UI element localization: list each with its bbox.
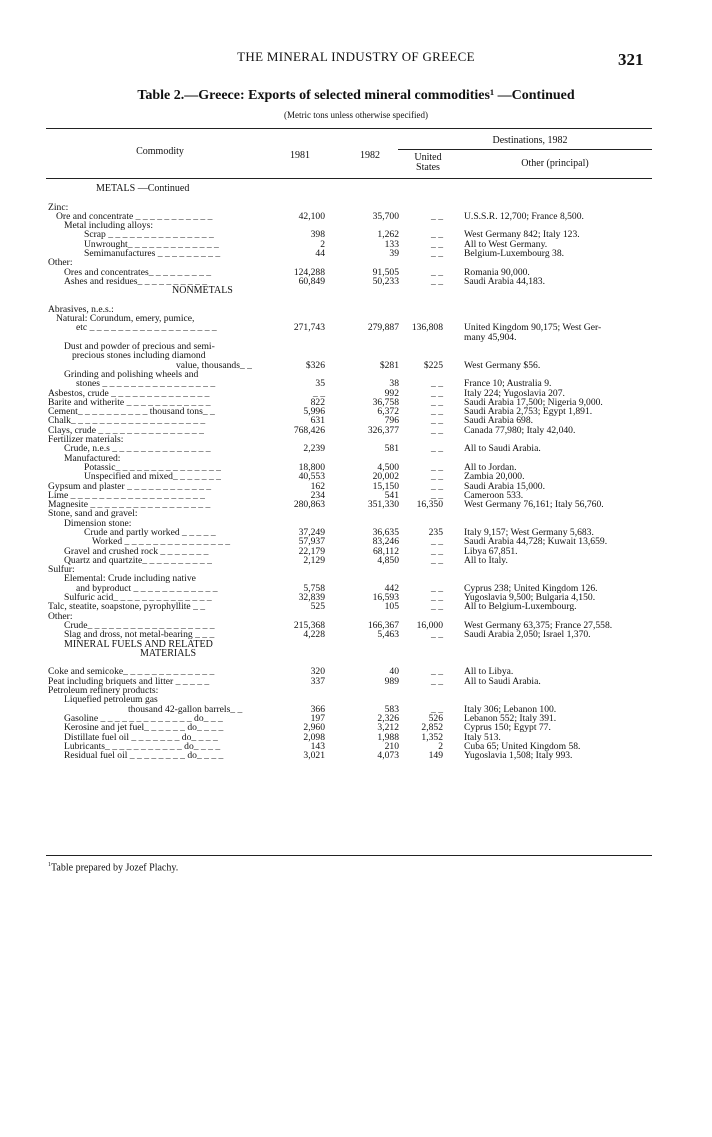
- value-1982-cell: 20,002: [372, 471, 399, 483]
- value-1982-cell: 35,700: [372, 210, 399, 222]
- value-1982-cell: 3,212: [377, 722, 399, 734]
- commodity-cell: Petroleum refinery products:: [48, 685, 159, 697]
- footnote-text: Table prepared by Jozef Plachy.: [51, 862, 179, 874]
- commodity-cell: Gasoline _ _ _ _ _ _ _ _ _ _ _ _ _ do_ _ _: [64, 712, 223, 724]
- other-destinations-cell: Yugoslavia 1,508; Italy 993.: [464, 750, 573, 762]
- commodity-cell: etc _ _ _ _ _ _ _ _ _ _ _ _ _ _ _ _ _ _: [76, 322, 217, 334]
- commodity-cell: Lubricants_ _ _ _ _ _ _ _ _ _ _ do_ _ _ _: [64, 740, 221, 752]
- united-states-cell: 136,808: [411, 322, 443, 334]
- value-1981-cell: 32,839: [298, 592, 325, 604]
- other-destinations-cell: Cyprus 238; United Kingdom 126.: [464, 582, 598, 594]
- value-1982-cell: 91,505: [372, 266, 399, 278]
- value-1982-cell: 6,372: [377, 406, 399, 418]
- united-states-cell: $225: [423, 359, 443, 371]
- value-1981-cell: 44: [315, 248, 325, 260]
- value-1982-cell: 166,367: [367, 619, 399, 631]
- value-1982-cell: 50,233: [372, 275, 399, 287]
- value-1982-cell: 5,463: [377, 629, 399, 641]
- commodity-cell: Barite and witherite _ _ _ _ _ _ _ _ _ _ _ _: [48, 396, 211, 408]
- united-states-cell: _ _: [431, 266, 443, 278]
- commodity-cell: Natural: Corundum, emery, pumice,: [56, 313, 195, 325]
- section-heading-row: [0, 649, 712, 658]
- united-states-cell: _ _: [431, 415, 443, 427]
- commodity-cell: Residual fuel oil _ _ _ _ _ _ _ _ do_ _ _ _: [64, 750, 224, 762]
- united-states-cell: _ _: [431, 601, 443, 613]
- value-1981-cell: 5,996: [303, 406, 325, 418]
- united-states-cell: _ _: [431, 592, 443, 604]
- commodity-cell: MATERIALS: [140, 647, 197, 659]
- value-1981-cell: 4,228: [303, 629, 325, 641]
- other-destinations-cell: many 45,904.: [464, 331, 517, 343]
- commodity-cell: Other:: [48, 610, 73, 622]
- commodity-cell: Ores and concentrates_ _ _ _ _ _ _ _ _: [64, 266, 212, 278]
- table-row: [0, 751, 712, 760]
- commodity-cell: Chalk_ _ _ _ _ _ _ _ _ _ _ _ _ _ _ _ _ _ _: [48, 415, 206, 427]
- table-row: [0, 695, 712, 704]
- commodity-cell: Sulfuric acid_ _ _ _ _ _ _ _ _ _ _ _ _ _: [64, 592, 212, 604]
- table-row: [0, 323, 712, 332]
- other-destinations-cell: Saudi Arabia 44,183.: [464, 275, 546, 287]
- footnote: [48, 862, 178, 873]
- united-states-cell: 2: [438, 740, 443, 752]
- commodity-cell: Zinc:: [48, 201, 69, 213]
- united-states-cell: _ _: [431, 424, 443, 436]
- other-destinations-cell: Canada 77,980; Italy 42,040.: [464, 424, 576, 436]
- other-destinations-cell: U.S.S.R. 12,700; France 8,500.: [464, 210, 584, 222]
- other-destinations-cell: Yugoslavia 9,500; Bulgaria 4,150.: [464, 592, 596, 604]
- united-states-cell: _ _: [431, 238, 443, 250]
- other-destinations-cell: Saudi Arabia 44,728; Kuwait 13,659.: [464, 536, 608, 548]
- table-title: Table 2.—Greece: Exports of selected mineral commodities¹ —Continued: [137, 88, 575, 103]
- other-destinations-cell: Belgium-Luxembourg 38.: [464, 248, 565, 260]
- united-states-cell: _ _: [431, 582, 443, 594]
- value-1981-cell: 215,368: [293, 619, 325, 631]
- value-1982-cell: 40: [389, 666, 399, 678]
- other-destinations-cell: All to Italy.: [464, 554, 508, 566]
- commodity-cell: Gypsum and plaster _ _ _ _ _ _ _ _ _ _ _ _: [48, 480, 212, 492]
- commodity-cell: Kerosine and jet fuel_ _ _ _ _ _ do_ _ _ _: [64, 722, 224, 734]
- table-row: [0, 351, 712, 360]
- commodity-cell: Fertilizer materials:: [48, 434, 124, 446]
- commodity-cell: MINERAL FUELS AND RELATED: [64, 638, 213, 650]
- united-states-cell: 149: [428, 750, 443, 762]
- table-row: [0, 277, 712, 286]
- commodity-cell: Distillate fuel oil _ _ _ _ _ _ _ do_ _ _ _: [64, 731, 218, 743]
- commodity-cell: Stone, sand and gravel:: [48, 508, 138, 520]
- header-bottom-rule: [46, 178, 652, 179]
- commodity-cell: Elemental: Crude including native: [64, 573, 196, 585]
- commodity-cell: Grinding and polishing wheels and: [64, 368, 199, 380]
- value-1982-cell: 1,262: [377, 229, 399, 241]
- commodity-cell: Dust and powder of precious and semi-: [64, 341, 215, 353]
- value-1981-cell: 124,288: [293, 266, 325, 278]
- header-1982: 1982: [360, 150, 380, 161]
- other-destinations-cell: Saudi Arabia 698.: [464, 415, 534, 427]
- section-heading-row: [0, 640, 712, 649]
- united-states-cell: _ _: [431, 396, 443, 408]
- value-1982-cell: 16,593: [372, 592, 399, 604]
- value-1981-cell: 5,758: [303, 582, 325, 594]
- value-1981-cell: 3,021: [303, 750, 325, 762]
- value-1982-cell: $281: [379, 359, 399, 371]
- value-1981-cell: 40,553: [298, 471, 325, 483]
- commodity-cell: Abrasives, n.e.s.:: [48, 303, 114, 315]
- value-1982-cell: 1,988: [377, 731, 399, 743]
- value-1982-cell: 351,330: [367, 499, 399, 511]
- other-destinations-cell: United Kingdom 90,175; West Ger-: [464, 322, 602, 334]
- united-states-cell: _ _: [431, 443, 443, 455]
- other-destinations-cell: Cyprus 150; Egypt 77.: [464, 722, 551, 734]
- value-1982-cell: 38: [389, 378, 399, 390]
- section-heading-row: [0, 286, 712, 295]
- other-destinations-cell: West Germany $56.: [464, 359, 541, 371]
- running-head: THE MINERAL INDUSTRY OF GREECE: [237, 49, 475, 64]
- value-1982-cell: 581: [384, 443, 399, 455]
- value-1981-cell: 822: [310, 396, 325, 408]
- value-1981-cell: 271,743: [293, 322, 325, 334]
- header-other-principal: Other (principal): [521, 158, 589, 169]
- united-states-cell: _ _: [431, 489, 443, 501]
- other-destinations-cell: All to Saudi Arabia.: [464, 443, 541, 455]
- united-states-cell: 16,000: [416, 619, 443, 631]
- table-row: [0, 602, 712, 611]
- table-row: [0, 193, 712, 202]
- united-states-cell: _ _: [431, 461, 443, 473]
- commodity-cell: Sulfur:: [48, 564, 75, 576]
- united-states-cell: _ _: [431, 554, 443, 566]
- commodity-cell: Crude, n.e.s _ _ _ _ _ _ _ _ _ _ _ _ _ _: [64, 443, 211, 455]
- other-destinations-cell: All to West Germany.: [464, 238, 548, 250]
- commodity-cell: Unspecified and mixed_ _ _ _ _ _ _: [84, 471, 221, 483]
- commodity-cell: precious stones including diamond: [72, 350, 206, 362]
- other-destinations-cell: Italy 306; Lebanon 100.: [464, 703, 557, 715]
- value-1982-cell: 210: [384, 740, 399, 752]
- value-1981-cell: 337: [310, 675, 325, 687]
- header-commodity: Commodity: [136, 146, 184, 157]
- section-heading-row: [0, 184, 712, 193]
- value-1982-cell: 68,112: [372, 545, 399, 557]
- other-destinations-cell: France 10; Australia 9.: [464, 378, 552, 390]
- value-1982-cell: 36,635: [372, 526, 399, 538]
- value-1982-cell: 105: [384, 601, 399, 613]
- header-united-states: United States: [414, 152, 442, 173]
- value-1982-cell: 279,887: [367, 322, 399, 334]
- table-row: [0, 556, 712, 565]
- value-1982-cell: 4,500: [377, 461, 399, 473]
- commodity-cell: Metal including alloys:: [64, 220, 153, 232]
- commodity-cell: Potassic_ _ _ _ _ _ _ _ _ _ _ _ _ _ _: [84, 461, 221, 473]
- table-top-rule: [46, 128, 652, 129]
- commodity-cell: Clays, crude _ _ _ _ _ _ _ _ _ _ _ _ _ _ _: [48, 424, 204, 436]
- united-states-cell: _ _: [431, 703, 443, 715]
- united-states-cell: 2,852: [421, 722, 443, 734]
- header-destinations: Destinations, 1982: [492, 135, 568, 146]
- commodity-cell: Quartz and quartzite_ _ _ _ _ _ _ _ _ _: [64, 554, 212, 566]
- commodity-cell: thousand 42-gallon barrels_ _: [128, 703, 243, 715]
- other-destinations-cell: Italy 224; Yugoslavia 207.: [464, 387, 565, 399]
- other-destinations-cell: Saudi Arabia 2,050; Israel 1,370.: [464, 629, 591, 641]
- value-1982-cell: 796: [384, 415, 399, 427]
- value-1982-cell: 39: [389, 248, 399, 260]
- commodity-cell: Dimension stone:: [64, 517, 132, 529]
- commodity-cell: Slag and dross, not metal-bearing _ _ _: [64, 629, 215, 641]
- value-1981-cell: 2,129: [303, 554, 325, 566]
- united-states-cell: _ _: [431, 210, 443, 222]
- value-1981-cell: 197: [310, 712, 325, 724]
- value-1981-cell: 2,239: [303, 443, 325, 455]
- value-1981-cell: 2,960: [303, 722, 325, 734]
- commodity-cell: Liquefied petroleum gas: [64, 694, 158, 706]
- value-1981-cell: 2,098: [303, 731, 325, 743]
- commodity-cell: Ashes and residues_ _ _ _ _ _ _ _ _ _: [64, 275, 208, 287]
- commodity-cell: Scrap _ _ _ _ _ _ _ _ _ _ _ _ _ _ _: [84, 229, 214, 241]
- value-1982-cell: 2,326: [377, 712, 399, 724]
- value-1981-cell: 35: [315, 378, 325, 390]
- other-destinations-cell: All to Libya.: [464, 666, 514, 678]
- footnote-marker: 1: [48, 862, 51, 868]
- other-destinations-cell: All to Saudi Arabia.: [464, 675, 541, 687]
- value-1981-cell: 398: [310, 229, 325, 241]
- united-states-cell: _ _: [431, 536, 443, 548]
- value-1982-cell: 4,850: [377, 554, 399, 566]
- united-states-cell: _ _: [431, 275, 443, 287]
- value-1982-cell: 4,073: [377, 750, 399, 762]
- commodity-cell: Crude_ _ _ _ _ _ _ _ _ _ _ _ _ _ _ _ _ _: [64, 619, 215, 631]
- value-1982-cell: 992: [384, 387, 399, 399]
- other-destinations-cell: Italy 513.: [464, 731, 501, 743]
- united-states-cell: _ _: [431, 675, 443, 687]
- other-destinations-cell: West Germany 842; Italy 123.: [464, 229, 580, 241]
- value-1981-cell: 525: [310, 601, 325, 613]
- united-states-cell: _ _: [431, 666, 443, 678]
- commodity-cell: Asbestos, crude _ _ _ _ _ _ _ _ _ _ _ _ _ _: [48, 387, 210, 399]
- other-destinations-cell: Cameroon 533.: [464, 489, 524, 501]
- other-destinations-cell: West Germany 63,375; France 27,558.: [464, 619, 613, 631]
- value-1981-cell: 37,249: [298, 526, 325, 538]
- united-states-cell: _ _: [431, 229, 443, 241]
- value-1981-cell: 18,800: [298, 461, 325, 473]
- united-states-cell: 16,350: [416, 499, 443, 511]
- commodity-cell: stones _ _ _ _ _ _ _ _ _ _ _ _ _ _ _ _: [76, 378, 216, 390]
- destinations-rule: [398, 149, 652, 150]
- united-states-cell: 526: [428, 712, 443, 724]
- other-destinations-cell: Saudi Arabia 15,000.: [464, 480, 546, 492]
- other-destinations-cell: Zambia 20,000.: [464, 471, 525, 483]
- value-1981-cell: 22,179: [298, 545, 325, 557]
- value-1981-cell: 162: [310, 480, 325, 492]
- value-1981-cell: $326: [305, 359, 325, 371]
- value-1982-cell: 133: [384, 238, 399, 250]
- page-number: 321: [618, 50, 644, 69]
- commodity-cell: Cement_ _ _ _ _ _ _ _ _ _ thousand tons_ _: [48, 406, 215, 418]
- united-states-cell: _ _: [431, 248, 443, 260]
- commodity-cell: Lime _ _ _ _ _ _ _ _ _ _ _ _ _ _ _ _ _ _ _: [48, 489, 205, 501]
- commodity-cell: Crude and partly worked _ _ _ _ _: [84, 526, 216, 538]
- value-1981-cell: _ _: [313, 387, 325, 399]
- value-1982-cell: 83,246: [372, 536, 399, 548]
- value-1982-cell: 36,758: [372, 396, 399, 408]
- united-states-cell: 235: [428, 526, 443, 538]
- value-1982-cell: 541: [384, 489, 399, 501]
- united-states-cell: _ _: [431, 406, 443, 418]
- commodity-cell: Peat including briquets and litter _ _ _ _ _: [48, 675, 210, 687]
- commodity-cell: Gravel and crushed rock _ _ _ _ _ _ _: [64, 545, 209, 557]
- commodity-cell: Unwrought_ _ _ _ _ _ _ _ _ _ _ _ _: [84, 238, 219, 250]
- commodity-cell: Ore and concentrate _ _ _ _ _ _ _ _ _ _ _: [56, 210, 213, 222]
- value-1981-cell: 366: [310, 703, 325, 715]
- commodity-cell: METALS —Continued: [96, 183, 190, 194]
- table-bottom-rule: [46, 855, 652, 856]
- united-states-cell: _ _: [431, 480, 443, 492]
- other-destinations-cell: West Germany 76,161; Italy 56,760.: [464, 499, 604, 511]
- value-1982-cell: 326,377: [367, 424, 399, 436]
- other-destinations-cell: Saudi Arabia 2,753; Egypt 1,891.: [464, 406, 593, 418]
- commodity-cell: Magnesite _ _ _ _ _ _ _ _ _ _ _ _ _ _ _ _ _: [48, 499, 211, 511]
- other-destinations-cell: Saudi Arabia 17,500; Nigeria 9,000.: [464, 396, 603, 408]
- commodity-cell: value, thousands_ _: [176, 359, 252, 371]
- other-destinations-cell: Cuba 65; United Kingdom 58.: [464, 740, 581, 752]
- other-destinations-cell: All to Jordan.: [464, 461, 517, 473]
- value-1981-cell: 2: [320, 238, 325, 250]
- other-destinations-cell: All to Belgium-Luxembourg.: [464, 601, 577, 613]
- commodity-cell: Manufactured:: [64, 452, 121, 464]
- value-1981-cell: 42,100: [298, 210, 325, 222]
- united-states-cell: _ _: [431, 378, 443, 390]
- other-destinations-cell: Libya 67,851.: [464, 545, 518, 557]
- value-1981-cell: 57,937: [298, 536, 325, 548]
- commodity-cell: Other:: [48, 257, 73, 269]
- value-1981-cell: 631: [310, 415, 325, 427]
- united-states-cell: 1,352: [421, 731, 443, 743]
- value-1981-cell: 320: [310, 666, 325, 678]
- united-states-cell: _ _: [431, 545, 443, 557]
- united-states-cell: _ _: [431, 471, 443, 483]
- value-1982-cell: 15,150: [372, 480, 399, 492]
- commodity-cell: Semimanufactures _ _ _ _ _ _ _ _ _: [84, 248, 221, 260]
- united-states-cell: _ _: [431, 629, 443, 641]
- value-1982-cell: 583: [384, 703, 399, 715]
- united-states-cell: _ _: [431, 387, 443, 399]
- value-1982-cell: 989: [384, 675, 399, 687]
- value-1982-cell: 442: [384, 582, 399, 594]
- other-destinations-cell: Lebanon 552; Italy 391.: [464, 712, 557, 724]
- commodity-cell: NONMETALS: [172, 285, 233, 297]
- table-subtitle: (Metric tons unless otherwise specified): [284, 110, 428, 120]
- value-1981-cell: 234: [310, 489, 325, 501]
- header-1981: 1981: [290, 150, 310, 161]
- commodity-cell: Coke and semicoke_ _ _ _ _ _ _ _ _ _ _ _ _: [48, 666, 215, 678]
- value-1981-cell: 768,426: [293, 424, 325, 436]
- commodity-cell: and byproduct _ _ _ _ _ _ _ _ _ _ _ _: [76, 582, 218, 594]
- commodity-cell: Talc, steatite, soapstone, pyrophyllite _ _: [48, 601, 206, 613]
- value-1981-cell: 60,849: [298, 275, 325, 287]
- other-destinations-cell: Romania 90,000.: [464, 266, 530, 278]
- other-destinations-cell: Italy 9,157; West Germany 5,683.: [464, 526, 594, 538]
- commodity-cell: Worked _ _ _ _ _ _ _ _ _ _ _ _ _ _ _: [92, 536, 231, 548]
- table-body: [0, 184, 712, 760]
- value-1981-cell: 280,863: [293, 499, 325, 511]
- value-1981-cell: 143: [310, 740, 325, 752]
- table-row: [0, 249, 712, 258]
